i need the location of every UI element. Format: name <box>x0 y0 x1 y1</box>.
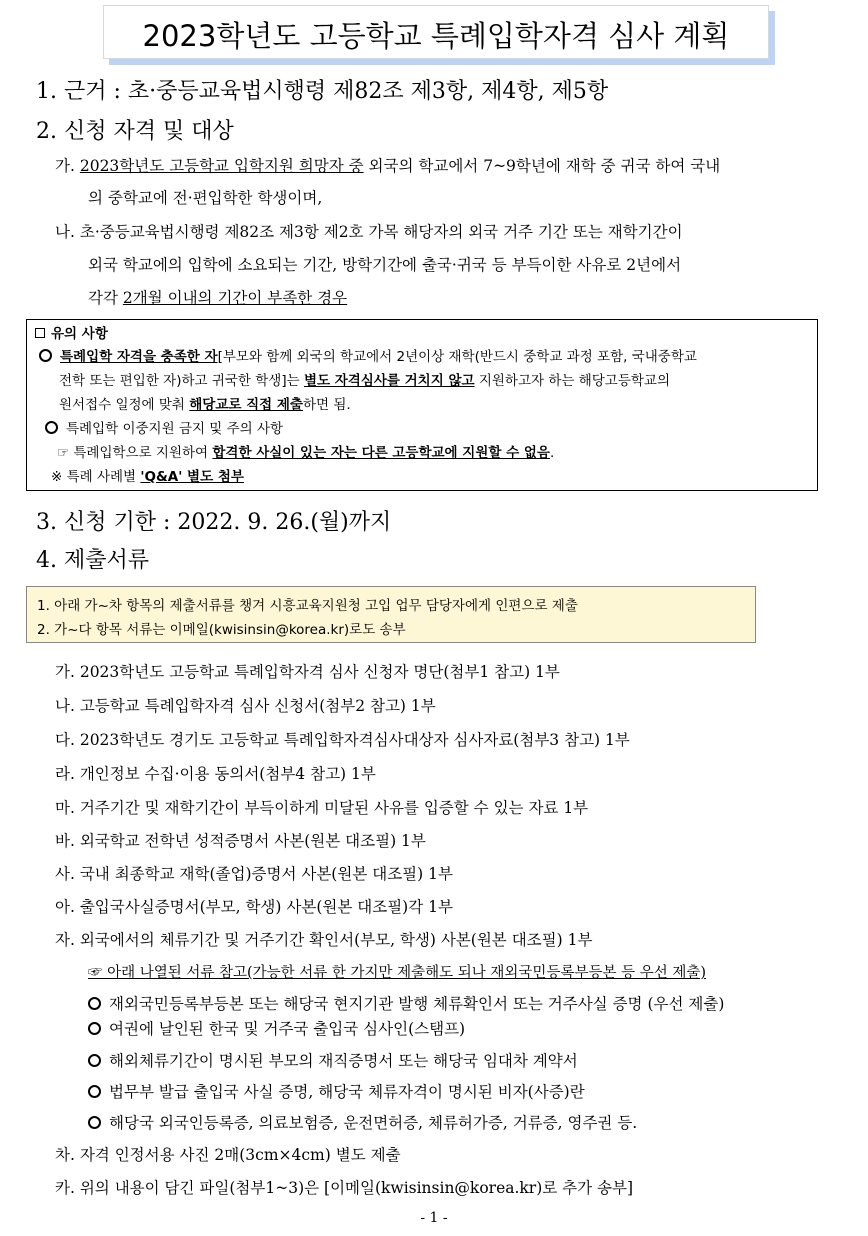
doc-subitem <box>88 1017 465 1039</box>
section-1-basis: 1. 근거 : 초·중등교육법시행령 제82조 제3항, 제4항, 제5항 <box>36 79 609 104</box>
circle-bullet-icon <box>39 349 52 362</box>
circle-bullet-icon <box>88 1022 101 1035</box>
notice-text: [부모와 함께 외국의 학교에서 2년이상 재학(반드시 중학교 과정 포함, 국내중학교 <box>217 349 697 365</box>
doc-subitem-text: 여권에 날인된 한국 및 거주국 출입국 심사인(스탬프) <box>109 1020 466 1038</box>
item-text: 초·중등교육법시행령 제82조 제3항 제2호 가목 해당자의 외국 거주 기간 또는 재학기간이 <box>79 223 683 241</box>
square-bullet-icon <box>35 328 45 338</box>
circle-bullet-icon <box>88 1085 101 1098</box>
notice-bold: 합격한 사실이 있는 자는 다른 고등학교에 지원할 수 없음 <box>212 445 550 461</box>
doc-subitem <box>88 1049 578 1071</box>
doc-item-ba: 바. 외국학교 전학년 성적증명서 사본(원본 대조필) 1부 <box>55 832 426 850</box>
underlined-text: 2023학년도 고등학교 입학지원 희망자 중 <box>79 157 364 175</box>
doc-item-ra: 라. 개인정보 수집·이용 동의서(첨부4 참고) 1부 <box>55 765 376 783</box>
notice-heading <box>35 322 108 342</box>
notice-bold: 특례입학 자격을 충족한 자 <box>60 349 218 365</box>
notice-heading-text: 유의 사항 <box>51 326 108 342</box>
qualification-ga <box>55 154 720 176</box>
notice-text: ☞ 특례입학으로 지원하여 <box>57 445 213 461</box>
doc-item-cha: 차. 자격 인정서용 사진 2매(3cm×4cm) 별도 제출 <box>55 1146 401 1164</box>
notice-line-6 <box>51 465 244 485</box>
doc-item-sa: 사. 국내 최종학교 재학(졸업)증명서 사본(원본 대조필) 1부 <box>55 865 453 883</box>
item-text: 외국의 학교에서 7~9학년에 재학 중 귀국 하여 국내 <box>363 157 721 175</box>
page-title: 2023학년도 고등학교 특례입학자격 심사 계획 <box>142 19 730 53</box>
circle-bullet-icon <box>88 1054 101 1067</box>
doc-item-a: 아. 출입국사실증명서(부모, 학생) 사본(원본 대조필)각 1부 <box>55 898 453 916</box>
qualification-na-line3 <box>88 286 347 308</box>
underlined-text: 2개월 이내의 기간이 부족한 경우 <box>122 289 348 307</box>
qualification-na-line2: 외국 학교에의 입학에 소요되는 기간, 방학기간에 출국·귀국 등 부득이한 사유로 2년에서 <box>88 256 682 274</box>
doc-item-ka: 카. 위의 내용이 담긴 파일(첨부1~3)은 [이메일(kwisinsin@korea.kr)로 추가 송부] <box>55 1179 634 1197</box>
doc-subitem <box>88 1111 637 1133</box>
doc-subitem-text: 해외체류기간이 명시된 부모의 재직증명서 또는 해당국 임대차 계약서 <box>109 1052 578 1070</box>
doc-item-ja: 자. 외국에서의 체류기간 및 거주기간 확인서(부모, 학생) 사본(원본 대조필) 1부 <box>55 931 593 949</box>
page-number: - 1 - <box>420 1210 448 1226</box>
circle-bullet-icon <box>88 1116 101 1129</box>
title-box <box>103 5 769 59</box>
instruction-line-1: 1. 아래 가~차 항목의 제출서류를 챙겨 시흥교육지원청 고입 업무 담당자에게 인편으로 제출 <box>37 598 578 614</box>
doc-item-ma: 마. 거주기간 및 재학기간이 부득이하게 미달된 사유를 입증할 수 있는 자료 1부 <box>55 799 589 817</box>
circle-bullet-icon <box>45 421 58 434</box>
doc-subitem-text: 법무부 발급 출입국 사실 증명, 해당국 체류자격이 명시된 비자(사증)란 <box>109 1083 585 1101</box>
section-2-heading: 2. 신청 자격 및 대상 <box>36 119 234 144</box>
notice-text: 하면 됨. <box>302 397 351 413</box>
doc-subitem <box>88 1080 585 1102</box>
doc-item-ga: 가. 2023학년도 고등학교 특례입학자격 심사 신청자 명단(첨부1 참고) 1부 <box>55 663 560 681</box>
qualification-ga-line2: 의 중학교에 전·편입학한 학생이며, <box>88 189 323 207</box>
notice-bold: 별도 자격심사를 거치지 않고 <box>303 373 475 389</box>
notice-text: . <box>549 445 555 461</box>
notice-line-4 <box>45 417 283 437</box>
notice-text: 전학 또는 편입한 자)하고 귀국한 학생]는 <box>59 373 304 389</box>
notice-bold: 해당교로 직접 제출 <box>189 397 303 413</box>
notice-line-1 <box>39 345 697 365</box>
notice-text: 지원하고자 하는 해당고등학교의 <box>474 373 670 389</box>
doc-note: ☞ 아래 나열된 서류 참고(가능한 서류 한 가지만 제출해도 되나 재외국민등록부등본 등 우선 제출) <box>88 965 706 981</box>
section-3-deadline: 3. 신청 기한 : 2022. 9. 26.(월)까지 <box>36 510 392 535</box>
notice-box <box>26 319 818 491</box>
notice-line-2 <box>59 369 670 389</box>
doc-subitem-text: 재외국민등록부등본 또는 해당국 현지기관 발행 체류확인서 또는 거주사실 증명 (우선 제출) <box>109 995 725 1013</box>
doc-item-da: 다. 2023학년도 경기도 고등학교 특례입학자격심사대상자 심사자료(첨부3 참고) 1부 <box>55 731 630 749</box>
submission-instructions-box <box>26 586 756 643</box>
notice-line-3 <box>59 393 351 413</box>
notice-bold: 'Q&A' 별도 첨부 <box>140 469 244 485</box>
section-4-heading: 4. 제출서류 <box>36 548 149 573</box>
qualification-na <box>55 220 683 242</box>
doc-item-na: 나. 고등학교 특례입학자격 심사 신청서(첨부2 참고) 1부 <box>55 697 436 715</box>
notice-text: 특례입학 이중지원 금지 및 주의 사항 <box>66 421 284 437</box>
notice-text: ※ 특례 사례별 <box>51 469 141 485</box>
item-label: 나. <box>55 223 75 241</box>
notice-line-5 <box>57 441 554 461</box>
doc-subitem <box>88 992 724 1014</box>
item-text: 각각 <box>88 289 123 307</box>
item-label: 가. <box>55 157 75 175</box>
circle-bullet-icon <box>88 997 101 1010</box>
instruction-line-2: 2. 가~다 항목 서류는 이메일(kwisinsin@korea.kr)로도 송부 <box>37 622 406 638</box>
notice-text: 원서접수 일정에 맞춰 <box>59 397 190 413</box>
doc-subitem-text: 해당국 외국인등록증, 의료보험증, 운전면허증, 체류허가증, 거류증, 영주권 등. <box>109 1114 638 1132</box>
